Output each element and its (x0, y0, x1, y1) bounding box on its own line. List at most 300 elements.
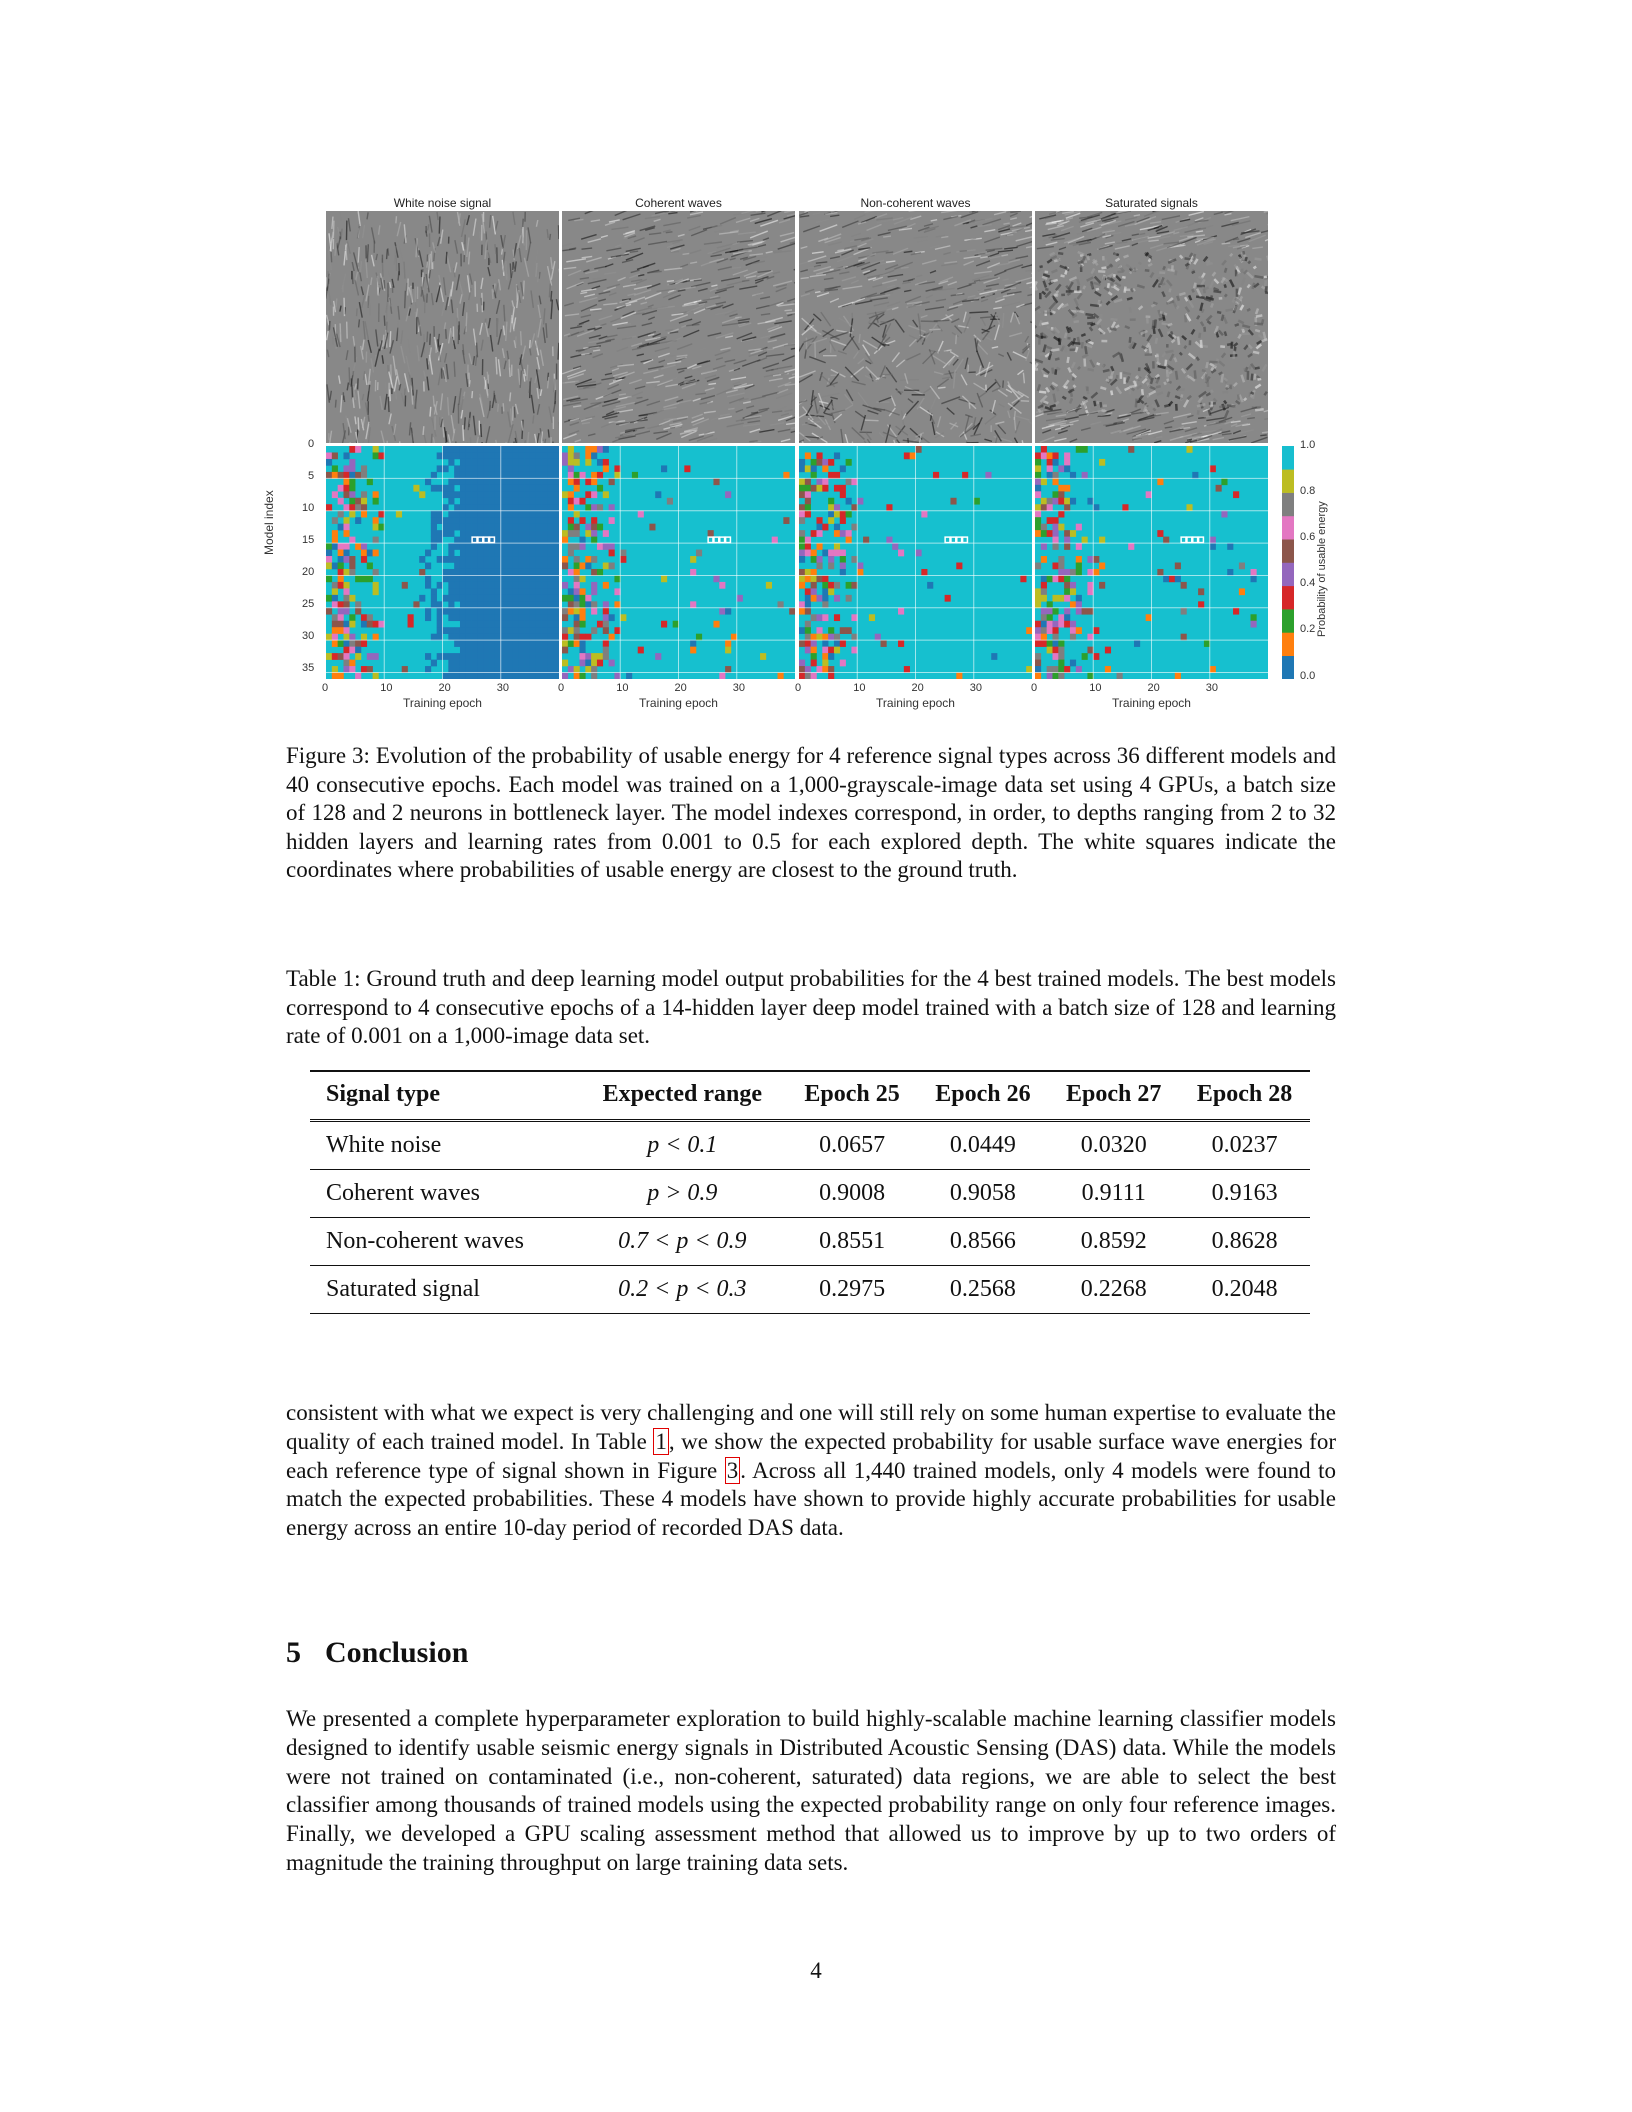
heatmap-cell (489, 498, 495, 505)
heatmap-cell (603, 621, 609, 628)
heatmap-cell (542, 452, 548, 459)
heatmap-cell (547, 601, 553, 608)
heatmap-cell (822, 582, 828, 589)
seismic-stroke (1214, 399, 1217, 402)
seismic-stroke (656, 433, 671, 439)
seismic-stroke (531, 290, 533, 307)
heatmap-cell (574, 608, 580, 615)
seismic-stroke (400, 441, 401, 443)
seismic-stroke (1213, 291, 1221, 292)
seismic-stroke (791, 429, 795, 432)
seismic-stroke (1131, 289, 1133, 292)
seismic-stroke (722, 304, 733, 308)
heatmap-cell (349, 478, 355, 485)
seismic-stroke (680, 287, 696, 290)
heatmap-cell (547, 563, 553, 570)
seismic-stroke (389, 413, 391, 424)
x-axis-label: Training epoch (876, 696, 955, 710)
seismic-stroke (1239, 287, 1241, 294)
heatmap-cell (851, 614, 857, 621)
heatmap-cell (530, 452, 536, 459)
heatmap-cell (512, 627, 518, 634)
seismic-stroke (979, 392, 987, 398)
heatmap-cell (1041, 530, 1047, 537)
heatmap-cell (524, 601, 530, 608)
heatmap-cell (863, 537, 869, 544)
heatmap-cell (805, 601, 811, 608)
seismic-stroke (480, 323, 482, 335)
heatmap-cell (945, 595, 951, 602)
table-cell: 0.2568 (918, 1266, 1049, 1314)
seismic-stroke (1180, 255, 1183, 258)
heatmap-cell (597, 660, 603, 667)
heatmap-cell (536, 543, 542, 550)
heatmap-cell (472, 452, 478, 459)
heatmap-cell (1047, 621, 1053, 628)
seismic-stroke (777, 407, 787, 411)
seismic-stroke (1168, 324, 1173, 326)
seismic-stroke (548, 429, 549, 437)
heatmap-cell (609, 614, 615, 621)
heatmap-cell (1076, 556, 1082, 563)
heatmap-cell (501, 634, 507, 641)
heatmap-cell (507, 621, 513, 628)
seismic-stroke (611, 227, 628, 229)
heatmap-cell (460, 653, 466, 660)
seismic-stroke (1262, 319, 1263, 323)
heatmap-cell (530, 511, 536, 518)
heatmap-cell (816, 563, 822, 570)
seismic-stroke (679, 319, 692, 323)
heatmap-cell (501, 621, 507, 628)
heatmap-cell (553, 491, 559, 498)
seismic-stroke (1062, 397, 1066, 399)
heatmap-cell (483, 627, 489, 634)
heatmap-cell (343, 569, 349, 576)
heatmap-cell (828, 459, 834, 466)
heatmap-cell (1041, 498, 1047, 505)
seismic-stroke (1148, 415, 1162, 417)
heatmap-cell (1064, 621, 1070, 628)
seismic-stroke (736, 410, 743, 413)
heatmap-cell (1058, 575, 1064, 582)
heatmap-cell (1041, 582, 1047, 589)
heatmap-cell (1047, 498, 1053, 505)
seismic-stroke (438, 367, 441, 385)
seismic-stroke (355, 280, 359, 296)
heatmap-cell (1041, 640, 1047, 647)
heatmap-cell (512, 459, 518, 466)
seismic-stroke (1256, 315, 1262, 316)
seismic-stroke (1048, 226, 1064, 230)
heatmap-cell (530, 614, 536, 621)
heatmap-cell (454, 627, 460, 634)
heatmap-cell (454, 537, 460, 544)
seismic-stroke (396, 216, 397, 223)
heatmap-cell (518, 640, 524, 647)
seismic-stroke (716, 358, 723, 360)
heatmap-cell (816, 530, 822, 537)
heatmap-cell (834, 524, 840, 531)
seismic-stroke (690, 212, 703, 215)
heatmap-cell (483, 550, 489, 557)
heatmap-cell (361, 666, 367, 673)
heatmap-cell (460, 472, 466, 479)
table-reference-link[interactable]: 1 (655, 1428, 667, 1454)
heatmap-cell (518, 575, 524, 582)
heatmap-cell (530, 666, 536, 673)
heatmap-cell (495, 601, 501, 608)
seismic-stroke (1187, 415, 1193, 417)
heatmap-cell (783, 472, 789, 479)
heatmap-cell (579, 653, 585, 660)
seismic-stroke (603, 303, 617, 305)
section-number: 5 (286, 1636, 301, 1669)
heatmap-cell (466, 673, 472, 679)
heatmap-cell (466, 601, 472, 608)
seismic-stroke (852, 381, 866, 384)
seismic-stroke (1125, 217, 1137, 220)
body-paragraph (286, 1399, 1336, 1543)
heatmap-cell (1251, 575, 1257, 582)
seismic-stroke (1172, 340, 1175, 343)
heatmap-cell (466, 511, 472, 518)
seismic-stroke (649, 233, 661, 234)
y-tick: 30 (302, 630, 315, 642)
heatmap-cell (799, 504, 805, 511)
seismic-stroke (653, 410, 664, 415)
seismic-stroke (1123, 372, 1131, 374)
seismic-stroke (363, 417, 365, 428)
heatmap-cell (466, 543, 472, 550)
seismic-stroke (794, 264, 795, 270)
heatmap-cell (489, 666, 495, 673)
heatmap-cell (851, 634, 857, 641)
heatmap-cell (1087, 498, 1093, 505)
seismic-stroke (593, 278, 601, 279)
heatmap-cell (483, 634, 489, 641)
heatmap-cell (501, 588, 507, 595)
seismic-stroke (896, 426, 908, 435)
heatmap-cell (811, 647, 817, 654)
heatmap-cell (778, 601, 784, 608)
table-header-cell: Epoch 25 (787, 1071, 918, 1121)
seismic-stroke (1035, 414, 1043, 417)
heatmap-cell (472, 472, 478, 479)
table-header-row (310, 1071, 1310, 1121)
heatmap-cell (898, 608, 904, 615)
colorbar-segment (1282, 656, 1294, 679)
heatmap-cell (609, 563, 615, 570)
heatmap-cell (437, 556, 443, 563)
heatmap-cell (547, 569, 553, 576)
x-tick: 0 (558, 682, 565, 694)
heatmap-cell (799, 673, 805, 679)
heatmap-cell (579, 588, 585, 595)
seismic-stroke (691, 230, 707, 236)
seismic-stroke (556, 299, 558, 310)
seismic-stroke (1082, 355, 1088, 358)
heatmap-cell (326, 543, 332, 550)
heatmap-cell (495, 673, 501, 679)
heatmap-cell (361, 504, 367, 511)
seismic-stroke (605, 264, 613, 267)
seismic-stroke (1110, 232, 1121, 234)
table-cell: 0.2975 (787, 1266, 918, 1314)
seismic-stroke (1105, 258, 1107, 266)
heatmap-cell (719, 673, 725, 679)
heatmap-cell (1192, 472, 1198, 479)
heatmap-cell (921, 511, 927, 518)
seismic-stroke (570, 422, 579, 425)
x-tick: 20 (438, 682, 451, 694)
seismic-stroke (409, 422, 410, 435)
heatmap-cell (1093, 653, 1099, 660)
heatmap-cell (638, 647, 644, 654)
heatmap-cell (1035, 472, 1041, 479)
heatmap-cell (542, 498, 548, 505)
heatmap-cell (466, 517, 472, 524)
heatmap-cell (477, 543, 483, 550)
seismic-stroke (799, 343, 804, 354)
seismic-stroke (704, 411, 716, 413)
heatmap-cell (489, 621, 495, 628)
seismic-stroke (599, 336, 608, 339)
seismic-stroke (981, 299, 988, 301)
x-tick: 30 (1205, 682, 1218, 694)
heatmap-cell (431, 511, 437, 518)
heatmap-cell (1047, 504, 1053, 511)
seismic-stroke (882, 280, 897, 284)
heatmap-cell (355, 517, 361, 524)
heatmap-cell (816, 524, 822, 531)
seismic-stroke (785, 368, 795, 372)
heatmap-cell (816, 634, 822, 641)
table-cell: 0.0237 (1179, 1121, 1310, 1170)
heatmap-cell (1134, 640, 1140, 647)
heatmap-cell (454, 660, 460, 667)
figure-reference-link[interactable]: 3 (726, 1457, 739, 1483)
seismic-stroke (1267, 220, 1268, 224)
heatmap-cell (553, 517, 559, 524)
seismic-stroke (437, 212, 438, 220)
seismic-stroke (956, 335, 957, 345)
heatmap-cell (1047, 472, 1053, 479)
heatmap-cell (373, 588, 379, 595)
heatmap-cell (649, 524, 655, 531)
heatmap-cell (1064, 485, 1070, 492)
heatmap-cell (811, 634, 817, 641)
heatmap-cell (501, 485, 507, 492)
heatmap-cell (805, 478, 811, 485)
heatmap-cell (609, 517, 615, 524)
seismic-stroke (759, 430, 774, 433)
heatmap-cell (512, 647, 518, 654)
heatmap-cell (1087, 647, 1093, 654)
table-header-cell: Signal type (310, 1071, 578, 1121)
seismic-stroke (362, 394, 363, 400)
heatmap-cell (1052, 517, 1058, 524)
heatmap-cell (1047, 666, 1053, 673)
seismic-stroke (1251, 392, 1254, 393)
seismic-stroke (1003, 223, 1009, 224)
seismic-stroke (477, 343, 478, 358)
seismic-stroke (1025, 336, 1029, 342)
heatmap-cell (332, 465, 338, 472)
seismic-stroke (996, 294, 1012, 298)
seismic-stroke (1065, 333, 1066, 338)
seismic-stroke (1157, 353, 1158, 362)
heatmap-cell (343, 660, 349, 667)
seismic-stroke (475, 355, 476, 366)
seismic-stroke (1225, 294, 1227, 297)
seismic-stroke (812, 213, 820, 214)
seismic-stroke (473, 219, 476, 236)
heatmap-cell (518, 660, 524, 667)
heatmap-cell (799, 569, 805, 576)
heatmap-cell (1058, 485, 1064, 492)
heatmap-cell (472, 653, 478, 660)
seismic-stroke (732, 267, 741, 268)
heatmap-cell (495, 563, 501, 570)
seismic-stroke (538, 319, 541, 337)
seismic-stroke (1231, 217, 1250, 221)
seismic-stroke (743, 424, 760, 426)
seismic-stroke (624, 324, 631, 325)
heatmap-cell (916, 446, 922, 453)
seismic-stroke (362, 340, 364, 350)
heatmap-cell (507, 550, 513, 557)
heatmap-cell (431, 472, 437, 479)
heatmap-cell (495, 478, 501, 485)
heatmap-cell (361, 498, 367, 505)
seismic-stroke (743, 402, 751, 403)
heatmap-cell (1076, 569, 1082, 576)
heatmap-cell (1052, 647, 1058, 654)
seismic-stroke (581, 248, 592, 249)
heatmap-cell (448, 491, 454, 498)
heatmap-cell (338, 511, 344, 518)
heatmap-cell (553, 653, 559, 660)
heatmap-cell (419, 569, 425, 576)
seismic-stroke (530, 340, 531, 348)
heatmap-cell (501, 653, 507, 660)
heatmap-cell (489, 640, 495, 647)
seismic-stroke (1097, 363, 1100, 364)
heatmap-cell (472, 563, 478, 570)
seismic-stroke (1224, 317, 1227, 324)
heatmap-cell (477, 673, 483, 679)
seismic-stroke (1051, 330, 1055, 334)
heatmap-cell (443, 575, 449, 582)
seismic-stroke (1081, 428, 1091, 430)
seismic-stroke (929, 245, 939, 248)
seismic-stroke (581, 315, 591, 317)
seismic-stroke (867, 439, 878, 443)
heatmap-cell (799, 627, 805, 634)
heatmap-cell (507, 485, 513, 492)
seismic-stroke (463, 344, 464, 355)
heatmap-cell (553, 640, 559, 647)
heatmap-cell (343, 485, 349, 492)
heatmap-cell (466, 569, 472, 576)
seismic-stroke (884, 409, 900, 415)
heatmap-cell (574, 666, 580, 673)
heatmap-cell (518, 491, 524, 498)
seismic-stroke (839, 272, 849, 274)
heatmap-cell (542, 524, 548, 531)
seismic-stroke (752, 293, 763, 296)
seismic-stroke (1148, 264, 1152, 266)
heatmap-cell (443, 556, 449, 563)
table-row (310, 1218, 1310, 1266)
heatmap-cell (1087, 634, 1093, 641)
heatmap-cell (489, 452, 495, 459)
seismic-stroke (1213, 438, 1224, 440)
seismic-stroke (527, 432, 529, 443)
seismic-stroke (451, 415, 454, 433)
heatmap-cell (840, 530, 846, 537)
heatmap-cell (834, 550, 840, 557)
heatmap-cell (1093, 569, 1099, 576)
heatmap-cell (332, 588, 338, 595)
heatmap-cell (574, 459, 580, 466)
seismic-stroke (998, 354, 1004, 356)
seismic-stroke (326, 319, 327, 329)
heatmap-cell (609, 504, 615, 511)
heatmap-cell (568, 478, 574, 485)
heatmap-cell (828, 647, 834, 654)
heatmap-cell (512, 498, 518, 505)
seismic-stroke (995, 325, 999, 341)
seismic-stroke (629, 297, 645, 302)
seismic-stroke (1083, 286, 1085, 289)
heatmap-cell (501, 608, 507, 615)
seismic-stroke (1068, 357, 1069, 363)
seismic-stroke (514, 407, 515, 418)
heatmap-cell (799, 640, 805, 647)
heatmap-cell (1082, 472, 1088, 479)
heatmap-cell (1035, 452, 1041, 459)
seismic-stroke (770, 334, 785, 338)
heatmap-cell (585, 595, 591, 602)
heatmap-cell (828, 511, 834, 518)
heatmap-cell (355, 608, 361, 615)
seismic-stroke (931, 396, 937, 409)
heatmap-cell (591, 666, 597, 673)
seismic-stroke (439, 217, 440, 234)
heatmap-cell (483, 563, 489, 570)
seismic-stroke (791, 346, 795, 349)
seismic-stroke (515, 261, 516, 271)
heatmap-cell (591, 472, 597, 479)
seismic-stroke (1216, 332, 1218, 338)
heatmap-cell (343, 653, 349, 660)
heatmap-cell (1157, 530, 1163, 537)
heatmap-cell (466, 634, 472, 641)
seismic-stroke (1098, 245, 1112, 249)
seismic-stroke (504, 361, 506, 369)
seismic-stroke (328, 288, 330, 305)
heatmap-cell (1052, 498, 1058, 505)
seismic-stroke (1004, 247, 1017, 249)
heatmap-cell (591, 673, 597, 679)
seismic-stroke (1036, 411, 1043, 412)
seismic-stroke (1162, 284, 1165, 285)
heatmap-cell (524, 582, 530, 589)
heatmap-cell (507, 673, 513, 679)
seismic-stroke (562, 249, 575, 251)
